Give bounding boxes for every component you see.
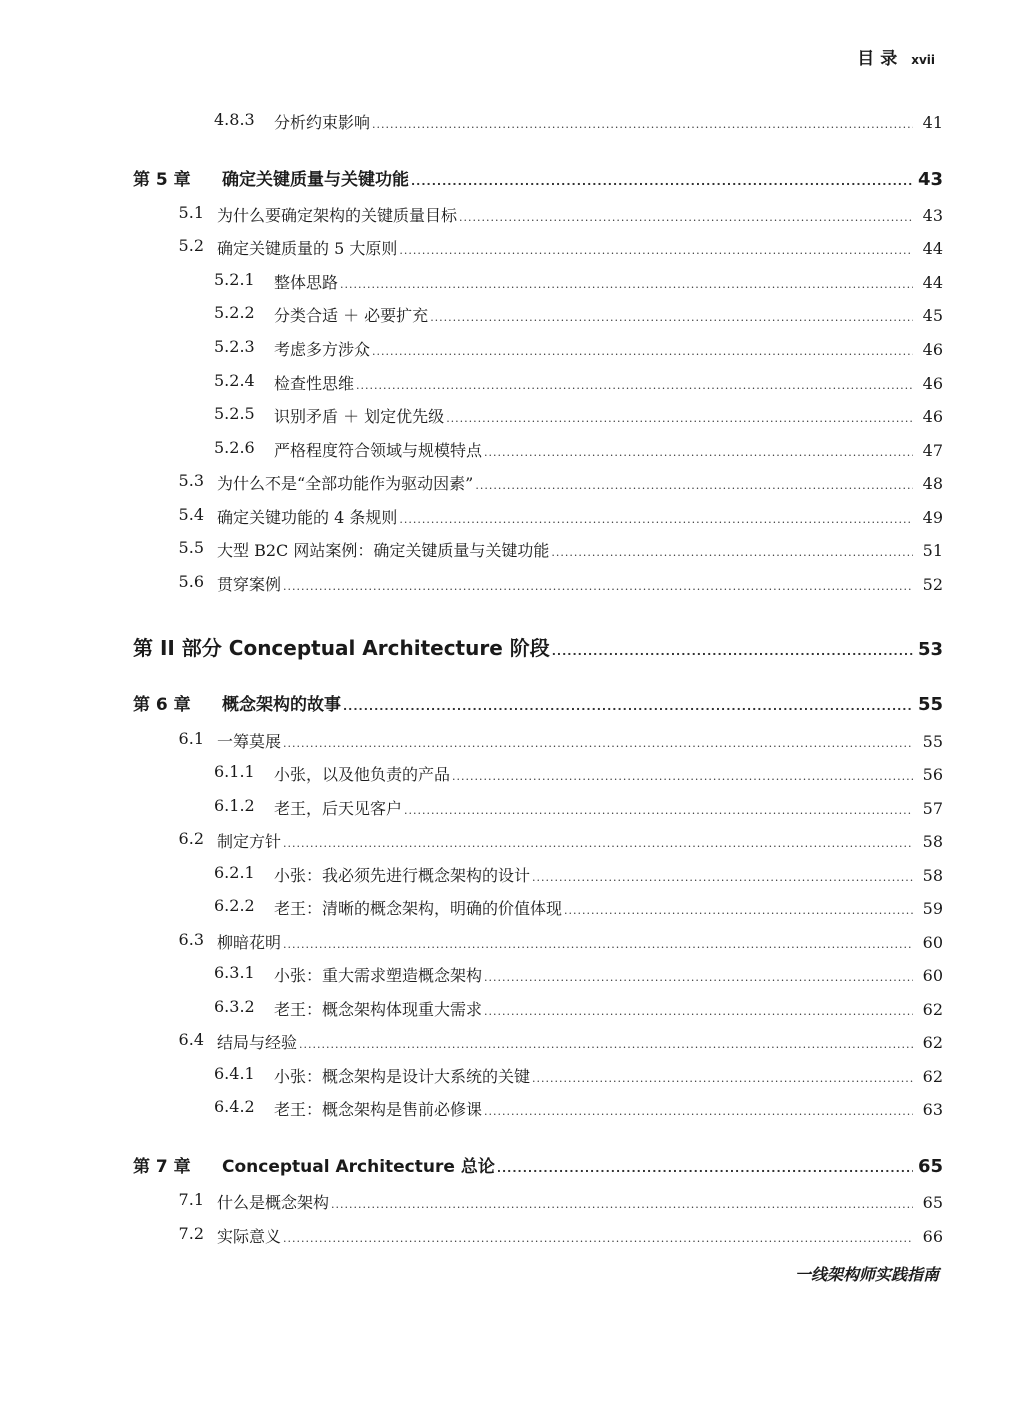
- toc-entry-title: 贯穿案例: [217, 575, 282, 594]
- toc-entry-number: 5.2.1: [214, 270, 255, 289]
- toc-entry-page: 65: [917, 1156, 943, 1177]
- toc-entry-title: 制定方针: [217, 832, 282, 851]
- toc-entry-page: 65: [922, 1193, 943, 1212]
- toc-entry-title: 什么是概念架构: [217, 1193, 330, 1212]
- toc-entry-number: 6.4.1: [214, 1064, 255, 1083]
- dot-leader: [552, 645, 913, 658]
- toc-entry-title: 小张：我必须先进行概念架构的设计: [274, 866, 531, 885]
- toc-entry-number: 6.3.1: [214, 963, 255, 982]
- toc-entry-title: 为什么要确定架构的关键质量目标: [217, 206, 458, 225]
- toc-entry-section: [0, 203, 1031, 226]
- toc-entry-number: 5.1: [178, 203, 204, 222]
- toc-entry-subsection: [0, 438, 1031, 461]
- toc-entry-number: 7.2: [178, 1224, 204, 1243]
- toc-entry-page: 48: [922, 474, 943, 493]
- dot-leader: [283, 737, 913, 750]
- toc-entry-number: 5.2: [178, 236, 204, 255]
- toc-entry-subsection: [0, 303, 1031, 326]
- toc-entry-number: 第 7 章: [133, 1157, 191, 1177]
- toc-entry-page: 43: [922, 206, 943, 225]
- toc-entry-section: [0, 572, 1031, 595]
- dot-leader: [484, 971, 913, 984]
- toc-entry-page: 60: [922, 966, 943, 985]
- toc-entry-page: 46: [922, 407, 943, 426]
- dot-leader: [459, 211, 913, 224]
- toc-entry-title: 考虑多方涉众: [274, 340, 371, 359]
- toc-entry-title: 分析约束影响: [274, 113, 371, 132]
- toc-entry-number: 5.2.2: [214, 303, 255, 322]
- toc-entry-title: 大型 B2C 网站案例：确定关键质量与关键功能: [217, 541, 550, 560]
- toc-entry-subsection: [0, 796, 1031, 819]
- dot-leader: [399, 513, 913, 526]
- toc-entry-subsection: [0, 997, 1031, 1020]
- dot-leader: [283, 1232, 913, 1245]
- toc-entry-page: 43: [917, 169, 943, 190]
- running-header: [857, 44, 935, 69]
- toc-entry-section: [0, 505, 1031, 528]
- toc-entry-page: 66: [922, 1227, 943, 1246]
- toc-entry-title: 确定关键功能的 4 条规则: [217, 508, 398, 527]
- toc-entry-number: 6.3.2: [214, 997, 255, 1016]
- running-footer: 一线架构师实践指南: [794, 1265, 939, 1284]
- toc-entry-number: 6.1.1: [214, 762, 255, 781]
- dot-leader: [452, 770, 913, 783]
- toc-entry-title: 小张：概念架构是设计大系统的关键: [274, 1067, 531, 1086]
- toc-entry-number: 5.2.3: [214, 337, 255, 356]
- dot-leader: [404, 804, 913, 817]
- toc-entry-title: 整体思路: [274, 273, 339, 292]
- toc-entry-section: [0, 829, 1031, 852]
- toc-entry-page: 56: [922, 765, 943, 784]
- toc-entry-number: 5.2.4: [214, 371, 255, 390]
- toc-entry-subsection: [0, 404, 1031, 427]
- toc-entry-title: 柳暗花明: [217, 933, 282, 952]
- toc-entry-page: 51: [922, 541, 943, 560]
- toc-entry-page: 60: [922, 933, 943, 952]
- toc-entry-page: 49: [922, 508, 943, 527]
- toc-entry-number: 6.4.2: [214, 1097, 255, 1116]
- toc-entry-number: 6.3: [178, 930, 204, 949]
- dot-leader: [484, 446, 913, 459]
- toc-entry-subsection: [0, 963, 1031, 986]
- dot-leader: [411, 175, 913, 188]
- toc-entry-page: 41: [922, 113, 943, 132]
- dot-leader: [475, 479, 913, 492]
- toc-entry-title: 老王，后天见客户: [274, 799, 403, 818]
- toc-entry-page: 46: [922, 340, 943, 359]
- toc-entry-number: 5.2.5: [214, 404, 255, 423]
- toc-entry-section: [0, 538, 1031, 561]
- toc-entry-subsection: [0, 863, 1031, 886]
- toc-entry-page: 44: [922, 239, 943, 258]
- toc-entry-page: 63: [922, 1100, 943, 1119]
- toc-entry-title: 第 II 部分 Conceptual Architecture 阶段: [133, 636, 550, 660]
- toc-entry-title: 严格程度符合领域与规模特点: [274, 441, 483, 460]
- toc-entry-number: 5.2.6: [214, 438, 255, 457]
- dot-leader: [372, 345, 913, 358]
- toc-entry-section: [0, 1190, 1031, 1213]
- toc-entry-subsection: [0, 896, 1031, 919]
- toc-entry-title: 分类合适 ＋ 必要扩充: [274, 306, 429, 325]
- toc-entry-title: 结局与经验: [217, 1033, 298, 1052]
- dot-leader: [283, 837, 913, 850]
- toc-entry-section: [0, 1224, 1031, 1247]
- toc-entry-subsection: [0, 270, 1031, 293]
- toc-entry-subsection: [0, 1064, 1031, 1087]
- toc-entry-page: 46: [922, 374, 943, 393]
- toc-entry-number: 6.4: [178, 1030, 204, 1049]
- toc-entry-number: 4.8.3: [214, 110, 255, 129]
- toc-entry-title: 确定关键质量与关键功能: [222, 170, 409, 190]
- dot-leader: [356, 379, 913, 392]
- dot-leader: [532, 1072, 913, 1085]
- toc-entry-page: 57: [922, 799, 943, 818]
- toc-entry-number: 6.2: [178, 829, 204, 848]
- dot-leader: [399, 244, 913, 257]
- dot-leader: [551, 546, 913, 559]
- toc-entry-subsection: [0, 337, 1031, 360]
- dot-leader: [484, 1005, 913, 1018]
- toc-entry-page: 55: [922, 732, 943, 751]
- toc-entry-number: 6.1.2: [214, 796, 255, 815]
- dot-leader: [372, 118, 913, 131]
- toc-entry-section: [0, 930, 1031, 953]
- toc-entry-title: 老王：概念架构体现重大需求: [274, 1000, 483, 1019]
- toc-entry-title: 老王：清晰的概念架构，明确的价值体现: [274, 899, 563, 918]
- toc-entry-number: 5.4: [178, 505, 204, 524]
- dot-leader: [283, 938, 913, 951]
- dot-leader: [283, 580, 913, 593]
- toc-entry-number: 第 6 章: [133, 695, 191, 715]
- toc-entry-section: [0, 471, 1031, 494]
- toc-entry-title: 一筹莫展: [217, 732, 282, 751]
- toc-entry-title: 概念架构的故事: [222, 695, 341, 715]
- toc-entry-title: 实际意义: [217, 1227, 282, 1246]
- toc-entry-page: 58: [922, 832, 943, 851]
- running-header-title: 目 录: [857, 49, 898, 69]
- dot-leader: [446, 412, 913, 425]
- toc-entry-page: 62: [922, 1033, 943, 1052]
- toc-entry-page: 53: [917, 639, 943, 660]
- toc-entry-section: [0, 729, 1031, 752]
- dot-leader: [299, 1038, 913, 1051]
- toc-entry-page: 47: [922, 441, 943, 460]
- toc-entry-title: 检查性思维: [274, 374, 355, 393]
- toc-entry-title: 小张：重大需求塑造概念架构: [274, 966, 483, 985]
- toc-entry-chapter: [0, 690, 1031, 715]
- dot-leader: [564, 904, 913, 917]
- toc-entry-page: 45: [922, 306, 943, 325]
- toc-entry-page: 59: [922, 899, 943, 918]
- dot-leader: [532, 871, 913, 884]
- toc-entry-title: 识别矛盾 ＋ 划定优先级: [274, 407, 445, 426]
- toc-entry-page: 44: [922, 273, 943, 292]
- toc-entry-section: [0, 1030, 1031, 1053]
- toc-entry-page: 52: [922, 575, 943, 594]
- toc-entry-subsection: [0, 762, 1031, 785]
- dot-leader: [331, 1198, 913, 1211]
- toc-entry-number: 6.2.1: [214, 863, 255, 882]
- toc-entry-number: 第 5 章: [133, 170, 191, 190]
- dot-leader: [343, 700, 913, 713]
- toc-entry-number: 5.3: [178, 471, 204, 490]
- toc-entry-page: 62: [922, 1000, 943, 1019]
- toc-entry-chapter: [0, 165, 1031, 190]
- toc-entry-number: 5.6: [178, 572, 204, 591]
- toc-entry-title: 小张，以及他负责的产品: [274, 765, 451, 784]
- dot-leader: [340, 278, 913, 291]
- toc-entry-title: 老王：概念架构是售前必修课: [274, 1100, 483, 1119]
- page-number: xvii: [911, 53, 935, 67]
- toc-entry-subsection: [0, 371, 1031, 394]
- toc-entry-number: 6.1: [178, 729, 204, 748]
- toc-entry-title: 为什么不是“全部功能作为驱动因素”: [217, 474, 474, 493]
- toc-entry-page: 58: [922, 866, 943, 885]
- toc-entry-chapter: [0, 1152, 1031, 1177]
- dot-leader: [497, 1162, 913, 1175]
- toc-entry-subsection: [0, 1097, 1031, 1120]
- toc-entry-page: 55: [917, 694, 943, 715]
- toc-entry-title: 确定关键质量的 5 大原则: [217, 239, 398, 258]
- toc-entry-number: 7.1: [178, 1190, 204, 1209]
- toc-entry-section: [0, 236, 1031, 259]
- toc-entry-title: Conceptual Architecture 总论: [222, 1157, 495, 1177]
- toc-entry-page: 62: [922, 1067, 943, 1086]
- toc-entry-subsection: [0, 110, 1031, 133]
- toc-entry-number: 6.2.2: [214, 896, 255, 915]
- dot-leader: [484, 1105, 913, 1118]
- toc-entry-number: 5.5: [178, 538, 204, 557]
- toc-entry-part: [0, 632, 1031, 661]
- dot-leader: [430, 311, 913, 324]
